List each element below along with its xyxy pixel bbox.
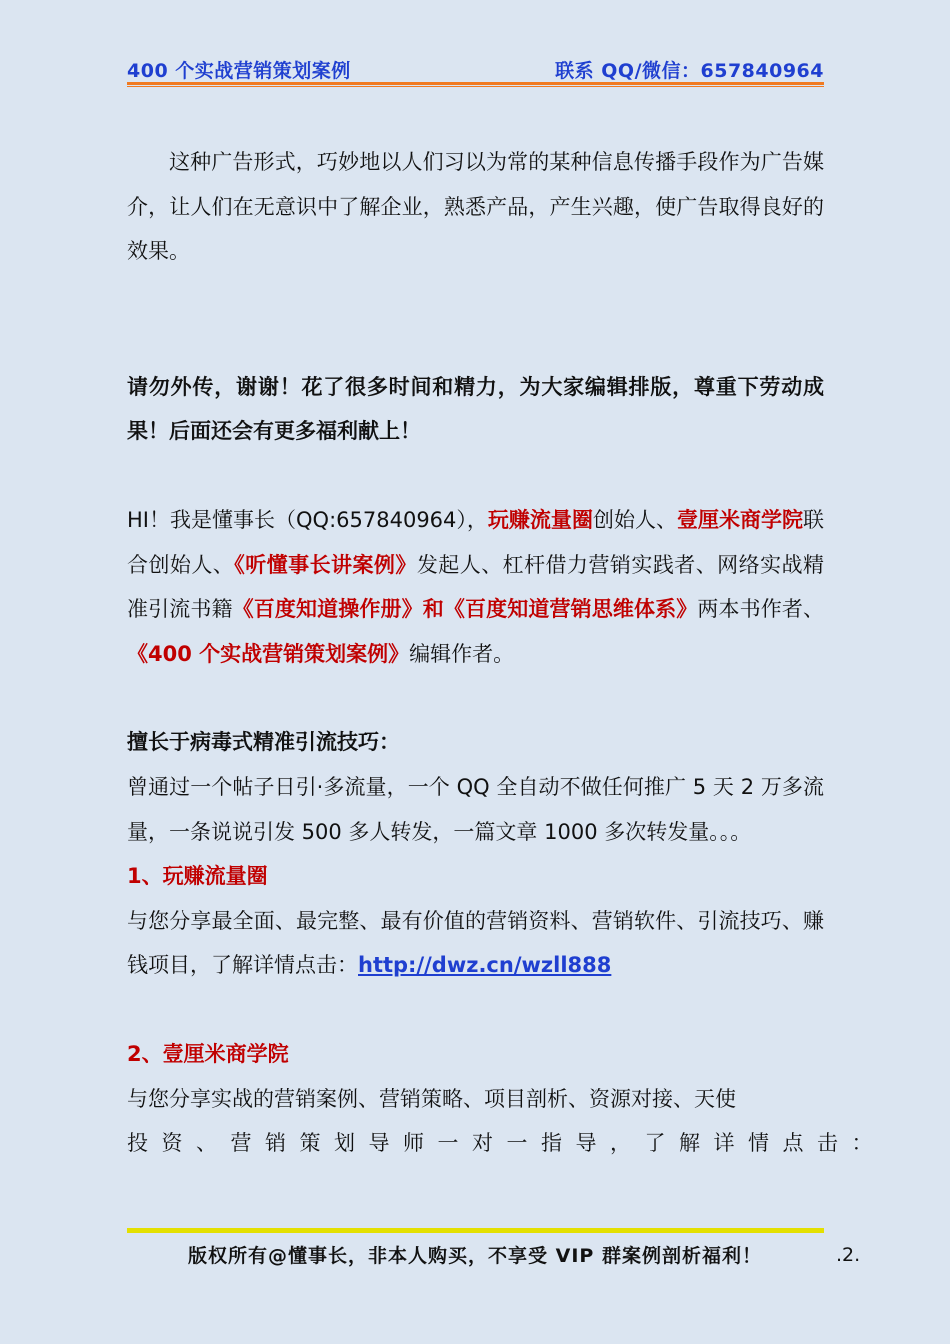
spacer <box>127 676 824 720</box>
intro-text: 两本书作者、 <box>697 597 824 622</box>
item2-heading: 2、壹厘米商学院 <box>127 1041 289 1066</box>
header-rule <box>127 82 824 85</box>
intro-highlight: 玩赚流量圈 <box>487 507 593 532</box>
item1-text <box>127 899 824 988</box>
header-rule-thin <box>127 86 824 87</box>
header-contact: 联系 QQ/微信：657840964 <box>555 60 824 82</box>
footer-copyright: 版权所有@懂事长，非本人购买，不享受 VIP 群案例剖析福利！ <box>188 1245 762 1267</box>
intro-highlight: 《百度知道操作册》和《百度知道营销思维体系》 <box>232 597 698 622</box>
paragraph-ad-form: 这种广告形式，巧妙地以人们习以为常的某种信息传播手段作为广告媒介，让人们在无意识中了解企业，熟悉产品，产生兴趣，使广告取得良好的效果。 <box>127 150 824 264</box>
intro-paragraph <box>127 498 824 676</box>
intro-text: 创始人、 <box>592 507 677 532</box>
header-title: 400 个实战营销策划案例 <box>127 60 351 82</box>
intro-highlight: 《400 个实战营销策划案例》 <box>127 641 410 666</box>
spacer <box>127 274 824 365</box>
page-header <box>127 52 824 82</box>
intro-text: 联合创始人、 <box>127 507 825 577</box>
spacer <box>127 988 824 1032</box>
footer-rule <box>127 1228 824 1233</box>
intro-highlight: 壹厘米商学院 <box>676 507 804 532</box>
skills-heading: 擅长于病毒式精准引流技巧： <box>127 730 400 755</box>
skills-text: 曾通过一个帖子日引·多流量，一个 QQ 全自动不做任何推广 5 天 2 万多流量，一条说说引发 500 多人转发，一篇文章 1000 多次转发量。。。 <box>127 774 824 844</box>
item2-line1: 与您分享实战的营销案例、营销策略、项目剖析、资源对接、天使 <box>127 1086 736 1111</box>
intro-text: HI！我是懂事长（QQ:657840964）， <box>127 507 488 532</box>
item1-link[interactable]: http://dwz.cn/wzll888 <box>358 953 612 978</box>
item1-description: 与您分享最全面、最完整、最有价值的营销资料、营销软件、引流技巧、赚钱项目，了解详情点击： <box>127 908 824 978</box>
page-number: .2. <box>836 1244 861 1266</box>
item2-line2: 投资、营销策划导师一对一指导，了解详情点击： <box>127 1131 886 1156</box>
intro-text: 发起人、杠杆借力营销实践者、网络实战精准引流书籍 <box>127 552 824 622</box>
document-body <box>127 140 886 1166</box>
item1-heading: 1、玩赚流量圈 <box>127 864 268 889</box>
notice-paragraph: 请勿外传，谢谢！花了很多时间和精力，为大家编辑排版，尊重下劳动成果！后面还会有更多福利献上！ <box>127 374 824 444</box>
spacer <box>127 454 824 498</box>
intro-highlight: 《听懂事长讲案例》 <box>234 552 417 577</box>
intro-text: 编辑作者。 <box>409 641 515 666</box>
